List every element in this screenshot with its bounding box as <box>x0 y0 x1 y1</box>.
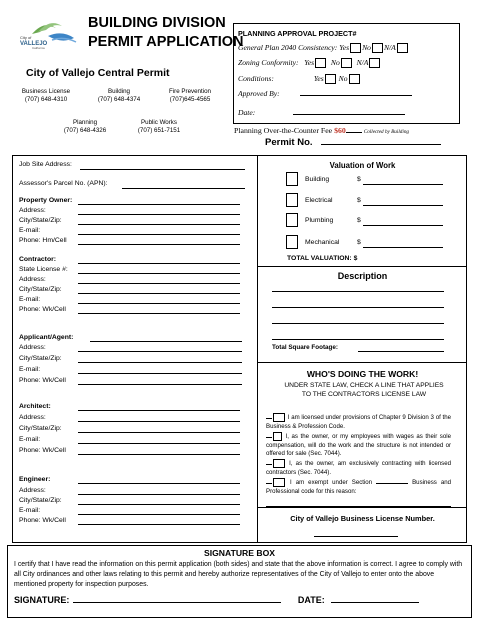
approved-by-row: Approved By: <box>238 89 412 98</box>
dept-public-works: Public Works (707) 651-7151 <box>137 119 181 134</box>
gp-na-checkbox[interactable] <box>397 43 408 53</box>
divider-description <box>258 362 467 363</box>
owner-city-label: City/State/Zip: <box>19 217 62 224</box>
permit-number-field[interactable] <box>321 144 441 145</box>
applicant-city-field[interactable] <box>78 362 242 363</box>
description-line-3[interactable] <box>272 323 444 324</box>
engineer-address-label: Address: <box>19 487 46 494</box>
svg-text:California: California <box>32 46 45 50</box>
dept-business-license: Business License (707) 648-4310 <box>21 88 71 103</box>
approval-date-field[interactable] <box>293 114 405 115</box>
owner-address-label: Address: <box>19 207 46 214</box>
engineer-email-label: E-mail: <box>19 507 41 514</box>
applicant-city-label: City/State/Zip: <box>19 355 62 362</box>
job-site-label: Job Site Address: <box>19 161 72 168</box>
engineer-heading: Engineer: <box>19 476 51 483</box>
total-sqft-field[interactable] <box>358 351 444 352</box>
gp-yes-checkbox[interactable] <box>350 43 361 53</box>
engineer-address-field[interactable] <box>78 494 240 495</box>
architect-email-label: E-mail: <box>19 436 41 443</box>
owner-city-field[interactable] <box>78 224 240 225</box>
engineer-phone-field[interactable] <box>78 524 240 525</box>
owner-email-label: E-mail: <box>19 227 41 234</box>
engineer-phone-label: Phone: Wk/Cell <box>19 517 66 524</box>
total-valuation-label: TOTAL VALUATION: $ <box>287 255 358 262</box>
signature-date-field[interactable] <box>331 602 419 603</box>
dept-planning: Planning (707) 648-4326 <box>63 119 107 134</box>
conditions-no-checkbox[interactable] <box>349 74 360 84</box>
contractor-name-field[interactable] <box>78 263 240 264</box>
architect-phone-field[interactable] <box>78 454 240 455</box>
contractor-address-label: Address: <box>19 276 46 283</box>
contractor-phone-label: Phone: Wk/Cell <box>19 306 66 313</box>
gp-no-checkbox[interactable] <box>372 43 383 53</box>
architect-name-field[interactable] <box>78 410 240 411</box>
description-line-1[interactable] <box>272 291 444 292</box>
mechanical-checkbox[interactable] <box>286 235 298 249</box>
signature-field[interactable] <box>73 602 281 603</box>
owner-address-field[interactable] <box>78 214 240 215</box>
svg-text:VALLEJO: VALLEJO <box>20 41 48 47</box>
architect-email-field[interactable] <box>78 443 240 444</box>
applicant-name-field[interactable] <box>90 341 242 342</box>
architect-city-label: City/State/Zip: <box>19 425 62 432</box>
owner-email-field[interactable] <box>78 234 240 235</box>
valuation-title: Valuation of Work <box>329 161 396 170</box>
contractor-address-field[interactable] <box>78 283 240 284</box>
applicant-phone-label: Phone: Wk/Cell <box>19 377 66 384</box>
description-line-4[interactable] <box>272 339 444 340</box>
divider-license <box>258 507 467 508</box>
business-license-label: City of Vallejo Business License Number. <box>290 514 435 523</box>
architect-address-label: Address: <box>19 414 46 421</box>
applicant-email-label: E-mail: <box>19 366 41 373</box>
electrical-checkbox[interactable] <box>286 193 298 207</box>
planning-fee: Planning Over-the-Counter Fee $60 Collected by Building <box>234 126 410 135</box>
contractor-city-label: City/State/Zip: <box>19 286 62 293</box>
apn-field[interactable] <box>122 188 245 189</box>
architect-address-field[interactable] <box>78 421 240 422</box>
architect-heading: Architect: <box>19 403 51 410</box>
dept-building: Building (707) 648-4374 <box>97 88 141 103</box>
owner-contracting-checkbox[interactable] <box>273 459 285 468</box>
city-logo <box>18 14 78 50</box>
applicant-address-field[interactable] <box>78 351 242 352</box>
architect-phone-label: Phone: Wk/Cell <box>19 447 66 454</box>
owner-name-field[interactable] <box>78 204 240 205</box>
applicant-address-label: Address: <box>19 344 46 351</box>
total-sqft-label: Total Square Footage: <box>272 344 339 351</box>
dept-fire-prevention: Fire Prevention (707)645-4565 <box>169 88 211 103</box>
conditions-row: Conditions: Yes No <box>238 74 361 84</box>
apn-label: Assessor's Parcel No. (APN): <box>19 180 108 187</box>
conditions-yes-checkbox[interactable] <box>325 74 336 84</box>
option-owner-builder: I, as the owner, or my employees with wages as their sole compensation, will do the work and the structure is not intended or offered for sale (Sec. 7044). <box>266 433 451 458</box>
plumbing-value-field[interactable] <box>363 225 443 226</box>
page-title: BUILDING DIVISION PERMIT APPLICATION <box>88 15 244 50</box>
option-owner-contracting: I, as the owner, am exclusively contracting with licensed contractors (Sec. 7044). <box>266 460 451 476</box>
zoning-na-checkbox[interactable] <box>369 58 380 68</box>
building-value-field[interactable] <box>363 184 443 185</box>
approved-by-field[interactable] <box>300 95 412 96</box>
building-checkbox[interactable] <box>286 172 298 186</box>
certification-text: I certify that I have read the information on this permit application (both sides) and state that the above information is correct. I agree to comply with all City ordinances and other laws relating to this permit and hereby authorize representatives of the City of Vallejo to enter onto the above mentioned property for inspection purposes. <box>14 561 463 588</box>
applicant-phone-field[interactable] <box>78 384 242 385</box>
zoning-no-checkbox[interactable] <box>341 58 352 68</box>
applicant-email-field[interactable] <box>78 373 242 374</box>
description-line-2[interactable] <box>272 307 444 308</box>
whos-doing-subtitle: UNDER STATE LAW, CHECK A LINE THAT APPLIES TO THE CONTRACTORS LICENSE LAW <box>284 382 444 398</box>
contractor-email-label: E-mail: <box>19 296 41 303</box>
option-licensed: I am licensed under provisions of Chapter 9 Division 3 of the Business & Profession Code. <box>266 414 451 430</box>
option-exempt: I am exempt under Section Business and Professional code for this reason: <box>266 479 452 495</box>
signature-title: SIGNATURE BOX <box>204 548 275 558</box>
electrical-value-field[interactable] <box>363 205 443 206</box>
engineer-city-field[interactable] <box>78 504 240 505</box>
state-license-field[interactable] <box>78 273 240 274</box>
licensed-checkbox[interactable] <box>273 413 285 422</box>
engineer-email-field[interactable] <box>78 514 240 515</box>
state-license-label: State License #: <box>19 266 68 273</box>
contractor-heading: Contractor: <box>19 256 57 263</box>
owner-builder-checkbox[interactable] <box>273 432 282 441</box>
divider-valuation <box>258 266 467 267</box>
zoning-yes-checkbox[interactable] <box>315 58 326 68</box>
approval-header: PLANNING APPROVAL PROJECT# <box>238 29 357 38</box>
job-site-field[interactable] <box>80 169 245 170</box>
permit-number: Permit No. <box>265 137 441 148</box>
owner-heading: Property Owner: <box>19 197 73 204</box>
column-divider <box>257 155 258 543</box>
engineer-name-field[interactable] <box>78 483 240 484</box>
exempt-reason-field[interactable] <box>266 506 451 507</box>
owner-phone-label: Phone: Hm/Cell <box>19 237 67 244</box>
planning-approval-box <box>233 23 460 124</box>
description-title: Description <box>337 271 388 281</box>
approval-date-row: Date: <box>238 108 405 117</box>
contractor-city-field[interactable] <box>78 293 240 294</box>
city-title: City of Vallejo Central Permit <box>26 67 170 79</box>
plumbing-checkbox[interactable] <box>286 213 298 227</box>
contractor-email-field[interactable] <box>78 303 240 304</box>
engineer-city-label: City/State/Zip: <box>19 497 62 504</box>
exempt-checkbox[interactable] <box>273 478 285 487</box>
owner-phone-field[interactable] <box>78 244 240 245</box>
architect-city-field[interactable] <box>78 432 240 433</box>
business-license-field[interactable] <box>314 536 398 537</box>
gp-consistency-row: General Plan 2040 Consistency: Yes No N/A <box>238 43 409 53</box>
mechanical-value-field[interactable] <box>363 247 443 248</box>
signature-row: SIGNATURE: DATE: <box>14 595 419 605</box>
svg-text:City of: City of <box>20 35 32 40</box>
zoning-row: Zoning Conformity: Yes No N/A <box>238 58 381 68</box>
applicant-heading: Applicant/Agent: <box>19 334 74 341</box>
exempt-section-field[interactable] <box>376 483 408 484</box>
contractor-phone-field[interactable] <box>78 313 240 314</box>
whos-doing-title: WHO'S DOING THE WORK! <box>306 369 419 379</box>
